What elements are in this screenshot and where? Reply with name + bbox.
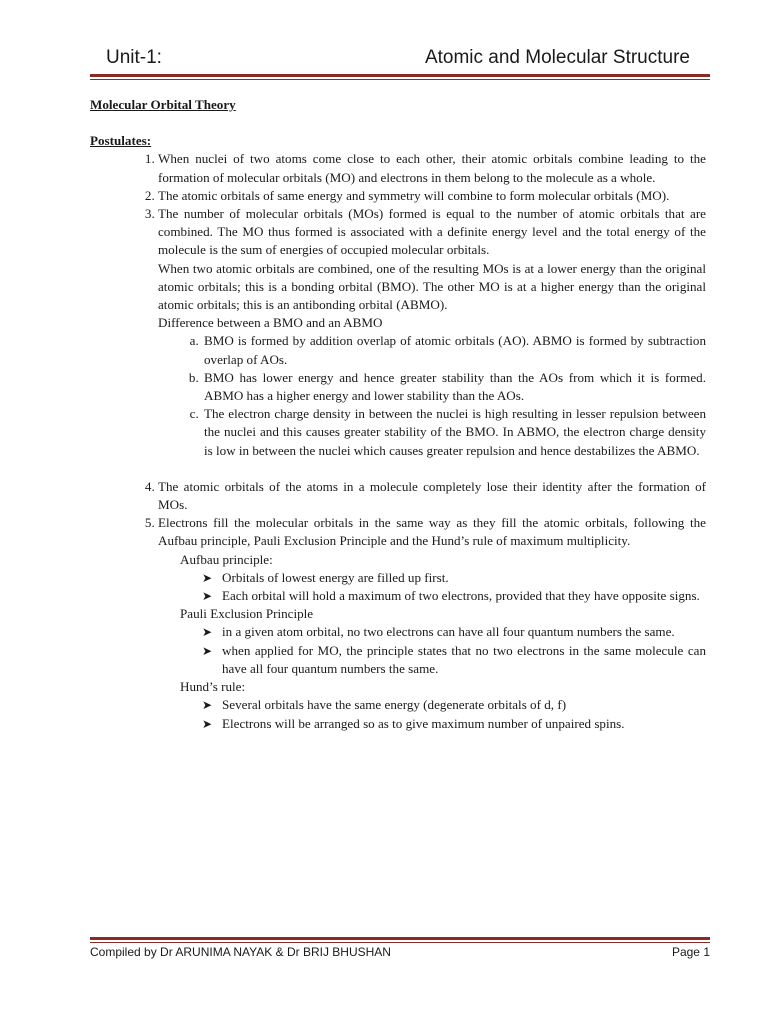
hund-heading: Hund’s rule: — [180, 679, 246, 695]
subject-title: Atomic and Molecular Structure — [424, 47, 690, 68]
footer-rule-thick — [90, 937, 710, 940]
list-item: ➤ Each orbital will hold a maximum of two electrons, provided that they have opposite signs. — [202, 587, 706, 605]
unit-label: Unit-1: — [106, 47, 162, 68]
aufbau-list — [158, 569, 706, 605]
list-item: ➤ Orbitals of lowest energy are filled up first. — [202, 569, 706, 587]
difference-heading: Difference between a BMO and an ABMO — [158, 315, 383, 331]
postulate-item: 5. Electrons fill the molecular orbitals in the same way as they fill the atomic orbitals, following the Aufbau principle, Pauli Exclusion Principle and the Hund’s rule of maximum multiplicity. Aufbau principle: ➤ Orbitals of lowest energy are filled up first. ➤ Each orbital will hold a maximum of two electrons, provided that they have opposite signs. Pauli Exclusion Principle ➤ in a given atom orbital, no two electrons can have all four quantum numbers the same. ➤ when applied for MO, the principle states that no two electrons in the same molecule can have all four quantum numbers the same. Hund’s rule: ➤ Several orbitals have the same energy (degenerate orbitals of d, f) ➤ Electrons will be arranged so as to give maximum number of unpaired spins. — [158, 514, 706, 732]
header-rule-thin — [90, 79, 710, 80]
postulate-item: 4. The atomic orbitals of the atoms in a molecule completely lose their identity after the formation of MOs. — [158, 478, 706, 514]
difference-list — [158, 332, 706, 459]
arrow-bullet-icon: ➤ — [202, 589, 213, 604]
arrow-bullet-icon: ➤ — [202, 570, 213, 585]
postulates-list — [90, 150, 706, 732]
pauli-list — [158, 623, 706, 678]
aufbau-heading: Aufbau principle: — [180, 551, 273, 567]
difference-item: c. The electron charge density in between the nuclei is high resulting in lesser repulsion between the nuclei and this causes greater stability of the BMO. In ABMO, the electron charge density is low in between the nuclei which causes greater repulsion and hence destabilizes the ABMO. — [202, 405, 706, 460]
postulates-heading: Postulates: — [90, 133, 152, 149]
footer-credit: Compiled by Dr ARUNIMA NAYAK & Dr BRIJ BHUSHAN — [90, 945, 391, 959]
list-item: ➤ Electrons will be arranged so as to give maximum number of unpaired spins. — [202, 715, 706, 733]
page-number: Page 1 — [671, 945, 710, 959]
footer-rule-thin — [90, 942, 710, 943]
pauli-heading: Pauli Exclusion Principle — [180, 606, 314, 622]
postulate-item: 1. When nuclei of two atoms come close to each other, their atomic orbitals combine leading to the formation of molecular orbitals (MO) and electrons in them belong to the molecule as a whole. — [158, 150, 706, 186]
arrow-bullet-icon: ➤ — [202, 698, 213, 713]
hund-list — [158, 696, 706, 732]
bonding-paragraph: When two atomic orbitals are combined, one of the resulting MOs is at a lower energy than the original atomic orbitals; this is a bonding orbital (BMO). The other MO is at a higher energy than the original atomic orbitals; this is an antibonding orbital (ABMO). — [158, 260, 706, 313]
arrow-bullet-icon: ➤ — [202, 643, 213, 658]
section-title: Molecular Orbital Theory — [90, 97, 236, 112]
document-body — [90, 96, 706, 733]
arrow-bullet-icon: ➤ — [202, 716, 213, 731]
difference-item: a. BMO is formed by addition overlap of atomic orbitals (AO). ABMO is formed by subtraction overlap of AOs. — [202, 332, 706, 368]
header-rule-thick — [90, 74, 710, 77]
difference-item: b. BMO has lower energy and hence greater stability than the AOs from which it is formed. ABMO has a higher energy and lower stability than the AOs. — [202, 369, 706, 405]
list-item: ➤ when applied for MO, the principle states that no two electrons in the same molecule can have all four quantum numbers the same. — [202, 642, 706, 676]
page-header — [90, 47, 710, 73]
postulate-item: 3. The number of molecular orbitals (MOs) formed is equal to the number of atomic orbitals that are combined. The MO thus formed is associated with a definite energy level and the total energy of the molecule is the sum of energies of occupied molecular orbitals. When two atomic orbitals are combined, one of the resulting MOs is at a lower energy than the original atomic orbitals; this is a bonding orbital (BMO). The other MO is at a higher energy than the original atomic orbitals; this is an antibonding orbital (ABMO). Difference between a BMO and an ABMO a. BMO is formed by addition overlap of atomic orbitals (AO). ABMO is formed by subtraction overlap of AOs. b. BMO has lower energy and hence greater stability than the AOs from which it is formed. ABMO has a higher energy and lower stability than the AOs. c. The electron charge density in between the nuclei is high resulting in lesser repulsion between the nuclei and this causes greater stability of the BMO. In ABMO, the electron charge density is low in between the nuclei which causes greater repulsion and hence destabilizes the ABMO. — [158, 205, 706, 460]
list-item: ➤ Several orbitals have the same energy (degenerate orbitals of d, f) — [202, 696, 706, 714]
list-item: ➤ in a given atom orbital, no two electrons can have all four quantum numbers the same. — [202, 623, 706, 641]
postulate-item: 2. The atomic orbitals of same energy and symmetry will combine to form molecular orbitals (MO). — [158, 187, 706, 205]
arrow-bullet-icon: ➤ — [202, 625, 213, 640]
